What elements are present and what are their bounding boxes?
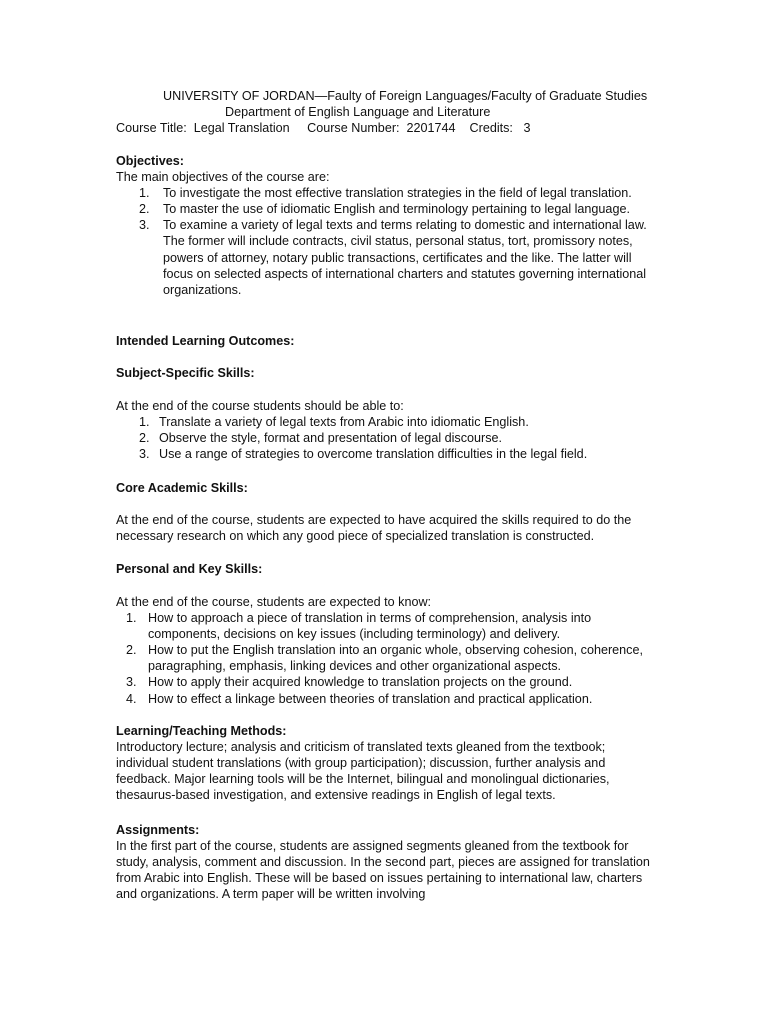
list-item <box>116 185 656 201</box>
list-item-text: To investigate the most effective translation strategies in the field of legal translation. <box>163 186 632 201</box>
list-item <box>116 430 656 446</box>
list-item-text: Translate a variety of legal texts from Arabic into idiomatic English. <box>159 415 529 430</box>
objectives-list <box>116 185 656 298</box>
list-number: 2. <box>139 431 150 446</box>
list-item <box>116 201 656 217</box>
assignments-text: In the first part of the course, students are assigned segments gleaned from the textbook for study, analysis, comment and discussion. In the second part, pieces are assigned for translation from Arabic into English. These will be based on issues pertaining to international law, charters and organizations. A term paper will be written involving <box>116 839 650 902</box>
credits-value: 3 <box>523 121 531 135</box>
objectives-intro: The main objectives of the course are: <box>116 170 330 185</box>
university-line: UNIVERSITY OF JORDAN—Faulty of Foreign Languages/Faculty of Graduate Studies <box>163 89 648 103</box>
list-item-text: To master the use of idiomatic English and terminology pertaining to legal language. <box>163 202 630 217</box>
subject-skills-list <box>116 414 656 462</box>
list-item-text: To examine a variety of legal texts and terms relating to domestic and international law. The former will include contracts, civil status, personal status, tort, promissory notes, powers of attorney, notary public transactions, certificates and the like. The latter will focus on selected aspects of international charters and statutes governing international organizations. <box>163 218 647 297</box>
personal-skills-heading: Personal and Key Skills: <box>116 562 263 576</box>
objectives-section <box>116 153 656 298</box>
course-info-row <box>116 120 656 136</box>
outcomes-section <box>116 333 656 349</box>
course-number: 2201744 <box>406 121 456 135</box>
objectives-heading: Objectives: <box>116 154 184 168</box>
list-item <box>116 217 656 297</box>
personal-skills-body <box>116 594 656 707</box>
subject-skills-body <box>116 398 656 462</box>
course-title: Legal Translation <box>193 121 290 135</box>
core-skills-heading: Core Academic Skills: <box>116 481 248 495</box>
list-number: 2. <box>126 643 137 658</box>
list-number: 1. <box>139 415 150 430</box>
list-item-text: How to effect a linkage between theories of translation and practical application. <box>148 691 593 706</box>
list-number: 1. <box>139 186 150 201</box>
personal-skills-intro: At the end of the course, students are expected to know: <box>116 595 432 609</box>
core-skills-text: At the end of the course, students are expected to have acquired the skills required to do the necessary research on which any good piece of specialized translation is constructed. <box>116 513 632 544</box>
methods-text: Introductory lecture; analysis and criticism of translated texts gleaned from the textbook; individual student translations (with group participation); discussion, further analysis and feedback. Major learning tools will be the Internet, bilingual and monolingual dictionaries, thesaurus-based investigation, and extensive readings in English of legal texts. <box>116 740 610 803</box>
subject-skills-section <box>116 365 656 381</box>
list-item <box>116 674 656 690</box>
course-number-label: Course Number: <box>307 121 400 135</box>
list-item <box>116 446 656 462</box>
list-number: 3. <box>139 447 150 462</box>
list-item-text: How to put the English translation into an organic whole, observing cohesion, coherence, paragraphing, emphasis, linking devices and other organizational aspects. <box>148 643 643 674</box>
list-number: 1. <box>126 611 137 626</box>
list-item-text: Observe the style, format and presentation of legal discourse. <box>159 431 503 446</box>
list-item-text: How to approach a piece of translation in terms of comprehension, analysis into components, decisions on key issues (including terminology) and delivery. <box>148 611 592 642</box>
list-number: 4. <box>126 691 137 706</box>
subject-skills-heading: Subject-Specific Skills: <box>116 366 255 380</box>
subject-skills-intro: At the end of the course students should be able to: <box>116 399 404 413</box>
list-item-text: How to apply their acquired knowledge to translation projects on the ground. <box>148 675 573 690</box>
core-skills-section <box>116 480 656 496</box>
list-item <box>116 642 656 674</box>
list-number: 2. <box>139 202 150 217</box>
personal-skills-list <box>116 610 656 707</box>
methods-heading: Learning/Teaching Methods: <box>116 724 287 738</box>
list-item <box>116 414 656 430</box>
credits-label: Credits: <box>469 121 513 135</box>
list-item <box>116 691 656 707</box>
personal-skills-section <box>116 561 656 577</box>
methods-section <box>116 723 656 803</box>
list-number: 3. <box>139 218 150 233</box>
list-item-text: Use a range of strategies to overcome translation difficulties in the legal field. <box>159 447 588 462</box>
assignments-heading: Assignments: <box>116 823 200 837</box>
assignments-section <box>116 822 656 902</box>
department-line: Department of English Language and Literature <box>225 105 491 119</box>
core-skills-body <box>116 512 656 544</box>
list-item <box>116 610 656 642</box>
outcomes-heading: Intended Learning Outcomes: <box>116 334 295 348</box>
course-title-label: Course Title: <box>116 121 187 135</box>
list-number: 3. <box>126 675 137 690</box>
